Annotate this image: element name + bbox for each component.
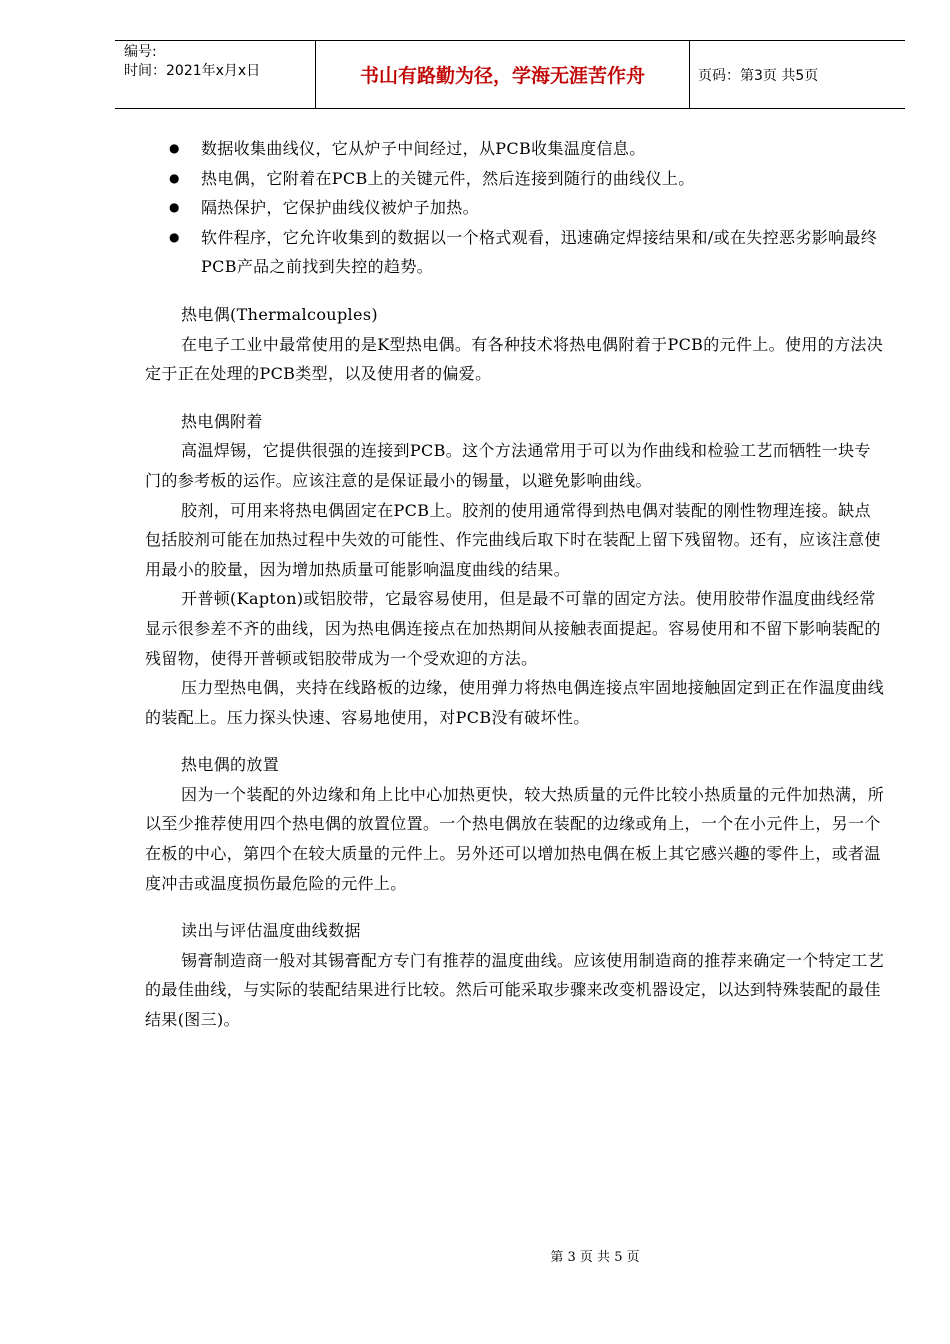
paragraph: 在电子工业中最常使用的是K型热电偶。有各种技术将热电偶附着于PCB的元件上。使用的方法决定于正在处理的PCB类型，以及使用者的偏爱。 xyxy=(145,334,884,384)
paragraph: 压力型热电偶，夹持在线路板的边缘，使用弹力将热电偶连接点牢固地接触固定到正在作温度曲线的装配上。压力探头快速、容易地使用，对PCB没有破坏性。 xyxy=(145,678,885,727)
header-motto: 书山有路勤为径，学海无涯苦作舟 xyxy=(316,41,690,108)
section-heading: 热电偶附着 xyxy=(181,411,263,431)
list-item: ● 软件程序，它允许收集到的数据以一个格式观看，迅速确定焊接结果和/或在失控恶劣影响最终PCB产品之前找到失控的趋势。 xyxy=(145,223,885,282)
section-heading: 热电偶(Thermalcouples) xyxy=(181,304,378,324)
number-label: 编号: xyxy=(124,44,157,60)
section-heading: 热电偶的放置 xyxy=(181,755,280,775)
paragraph: 胶剂，可用来将热电偶固定在PCB上。胶剂的使用通常得到热电偶对装配的刚性物理连接。缺点包括胶剂可能在加热过程中失效的可能性、作完曲线后取下时在装配上留下残留物。还有，应该注意使用最小的胶量，因为增加热质量可能影响温度曲线的结果。 xyxy=(145,500,881,579)
bullet-icon: ● xyxy=(169,200,180,215)
list-item: ● 隔热保护，它保护曲线仪被炉子加热。 xyxy=(145,193,885,223)
bullet-list xyxy=(145,134,885,282)
header-meta xyxy=(115,41,316,108)
bullet-icon: ● xyxy=(169,229,180,244)
paragraph: 锡膏制造商一般对其锡膏配方专门有推荐的温度曲线。应该使用制造商的推荐来确定一个特定工艺的最佳曲线，与实际的装配结果进行比较。然后可能采取步骤来改变机器设定，以达到特殊装配的最佳结果(图三)。 xyxy=(145,950,885,1030)
header-page-label: 页码：第3页 共5页 xyxy=(698,67,819,84)
page-footer xyxy=(0,1246,950,1265)
paragraph: 高温焊锡，它提供很强的连接到PCB。这个方法通常用于可以为作曲线和检验工艺而牺牲一块专门的参考板的运作。应该注意的是保证最小的锡量，以避免影响曲线。 xyxy=(145,441,871,490)
document-body xyxy=(145,134,885,1035)
section-heading: 读出与评估温度曲线数据 xyxy=(181,921,361,941)
paragraph: 因为一个装配的外边缘和角上比中心加热更快，较大热质量的元件比较小热质量的元件加热满，所以至少推荐使用四个热电偶的放置位置。一个热电偶放在装配的边缘或角上，一个在小元件上，另一个在板的中心，第四个在较大质量的元件上。另外还可以增加热电偶在板上其它感兴趣的零件上，或者温度冲击或温度损伤最危险的元件上。 xyxy=(145,784,885,893)
paragraph: 开普顿(Kapton)或铝胶带，它最容易使用，但是最不可靠的固定方法。使用胶带作温度曲线经常显示很参差不齐的曲线，因为热电偶连接点在加热期间从接触表面提起。容易使用和不留下影响装配的残留物，使得开普顿或铝胶带成为一个受欢迎的方法。 xyxy=(145,589,881,668)
bullet-icon: ● xyxy=(169,170,180,185)
footer-page-number: 第 3 页 共 5 页 xyxy=(550,1250,640,1265)
header-table xyxy=(115,40,905,109)
list-item: ● 热电偶，它附着在PCB上的关键元件，然后连接到随行的曲线仪上。 xyxy=(145,164,885,194)
bullet-icon: ● xyxy=(169,141,180,155)
time-label: 时间：2021年x月x日 xyxy=(124,63,261,79)
list-item: ● 数据收集曲线仪，它从炉子中间经过，从PCB收集温度信息。 xyxy=(145,134,885,164)
